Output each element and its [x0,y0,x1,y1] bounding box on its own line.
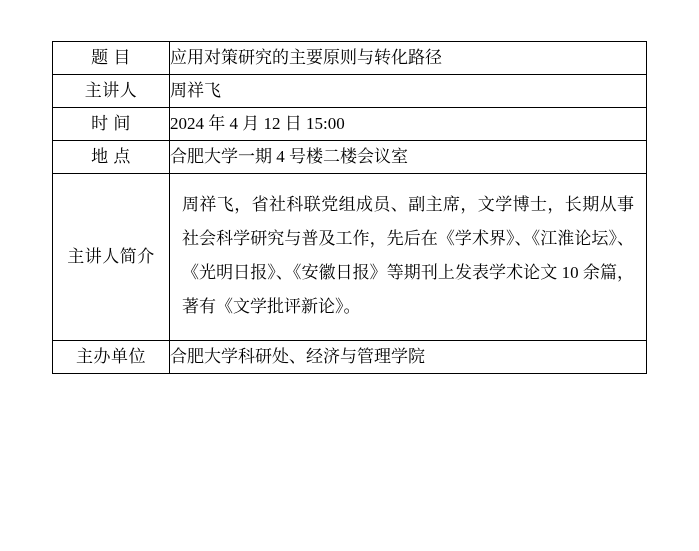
row-value-speaker: 周祥飞 [170,75,647,108]
row-label-speaker: 主讲人 [53,75,170,108]
table-row [53,174,647,341]
table-row [53,141,647,174]
row-value-host: 合肥大学科研处、经济与管理学院 [170,341,647,374]
row-value-bio: 周祥飞，省社科联党组成员、副主席，文学博士，长期从事社会科学研究与普及工作，先后在《学术界》、《江淮论坛》、《光明日报》、《安徽日报》等期刊上发表学术论文 10 余篇，著有《文学批评新论》。 [170,174,647,341]
table-row [53,108,647,141]
table-row [53,75,647,108]
row-label-bio: 主讲人简介 [53,174,170,341]
row-label-time: 时 间 [53,108,170,141]
row-label-host: 主办单位 [53,341,170,374]
row-value-place: 合肥大学一期 4 号楼二楼会议室 [170,141,647,174]
row-value-time: 2024 年 4 月 12 日 15:00 [170,108,647,141]
row-label-title: 题 目 [53,42,170,75]
row-label-place: 地 点 [53,141,170,174]
table-row [53,42,647,75]
row-value-title: 应用对策研究的主要原则与转化路径 [170,42,647,75]
lecture-notice-table [52,41,647,374]
table-body [53,42,647,374]
table-row [53,341,647,374]
